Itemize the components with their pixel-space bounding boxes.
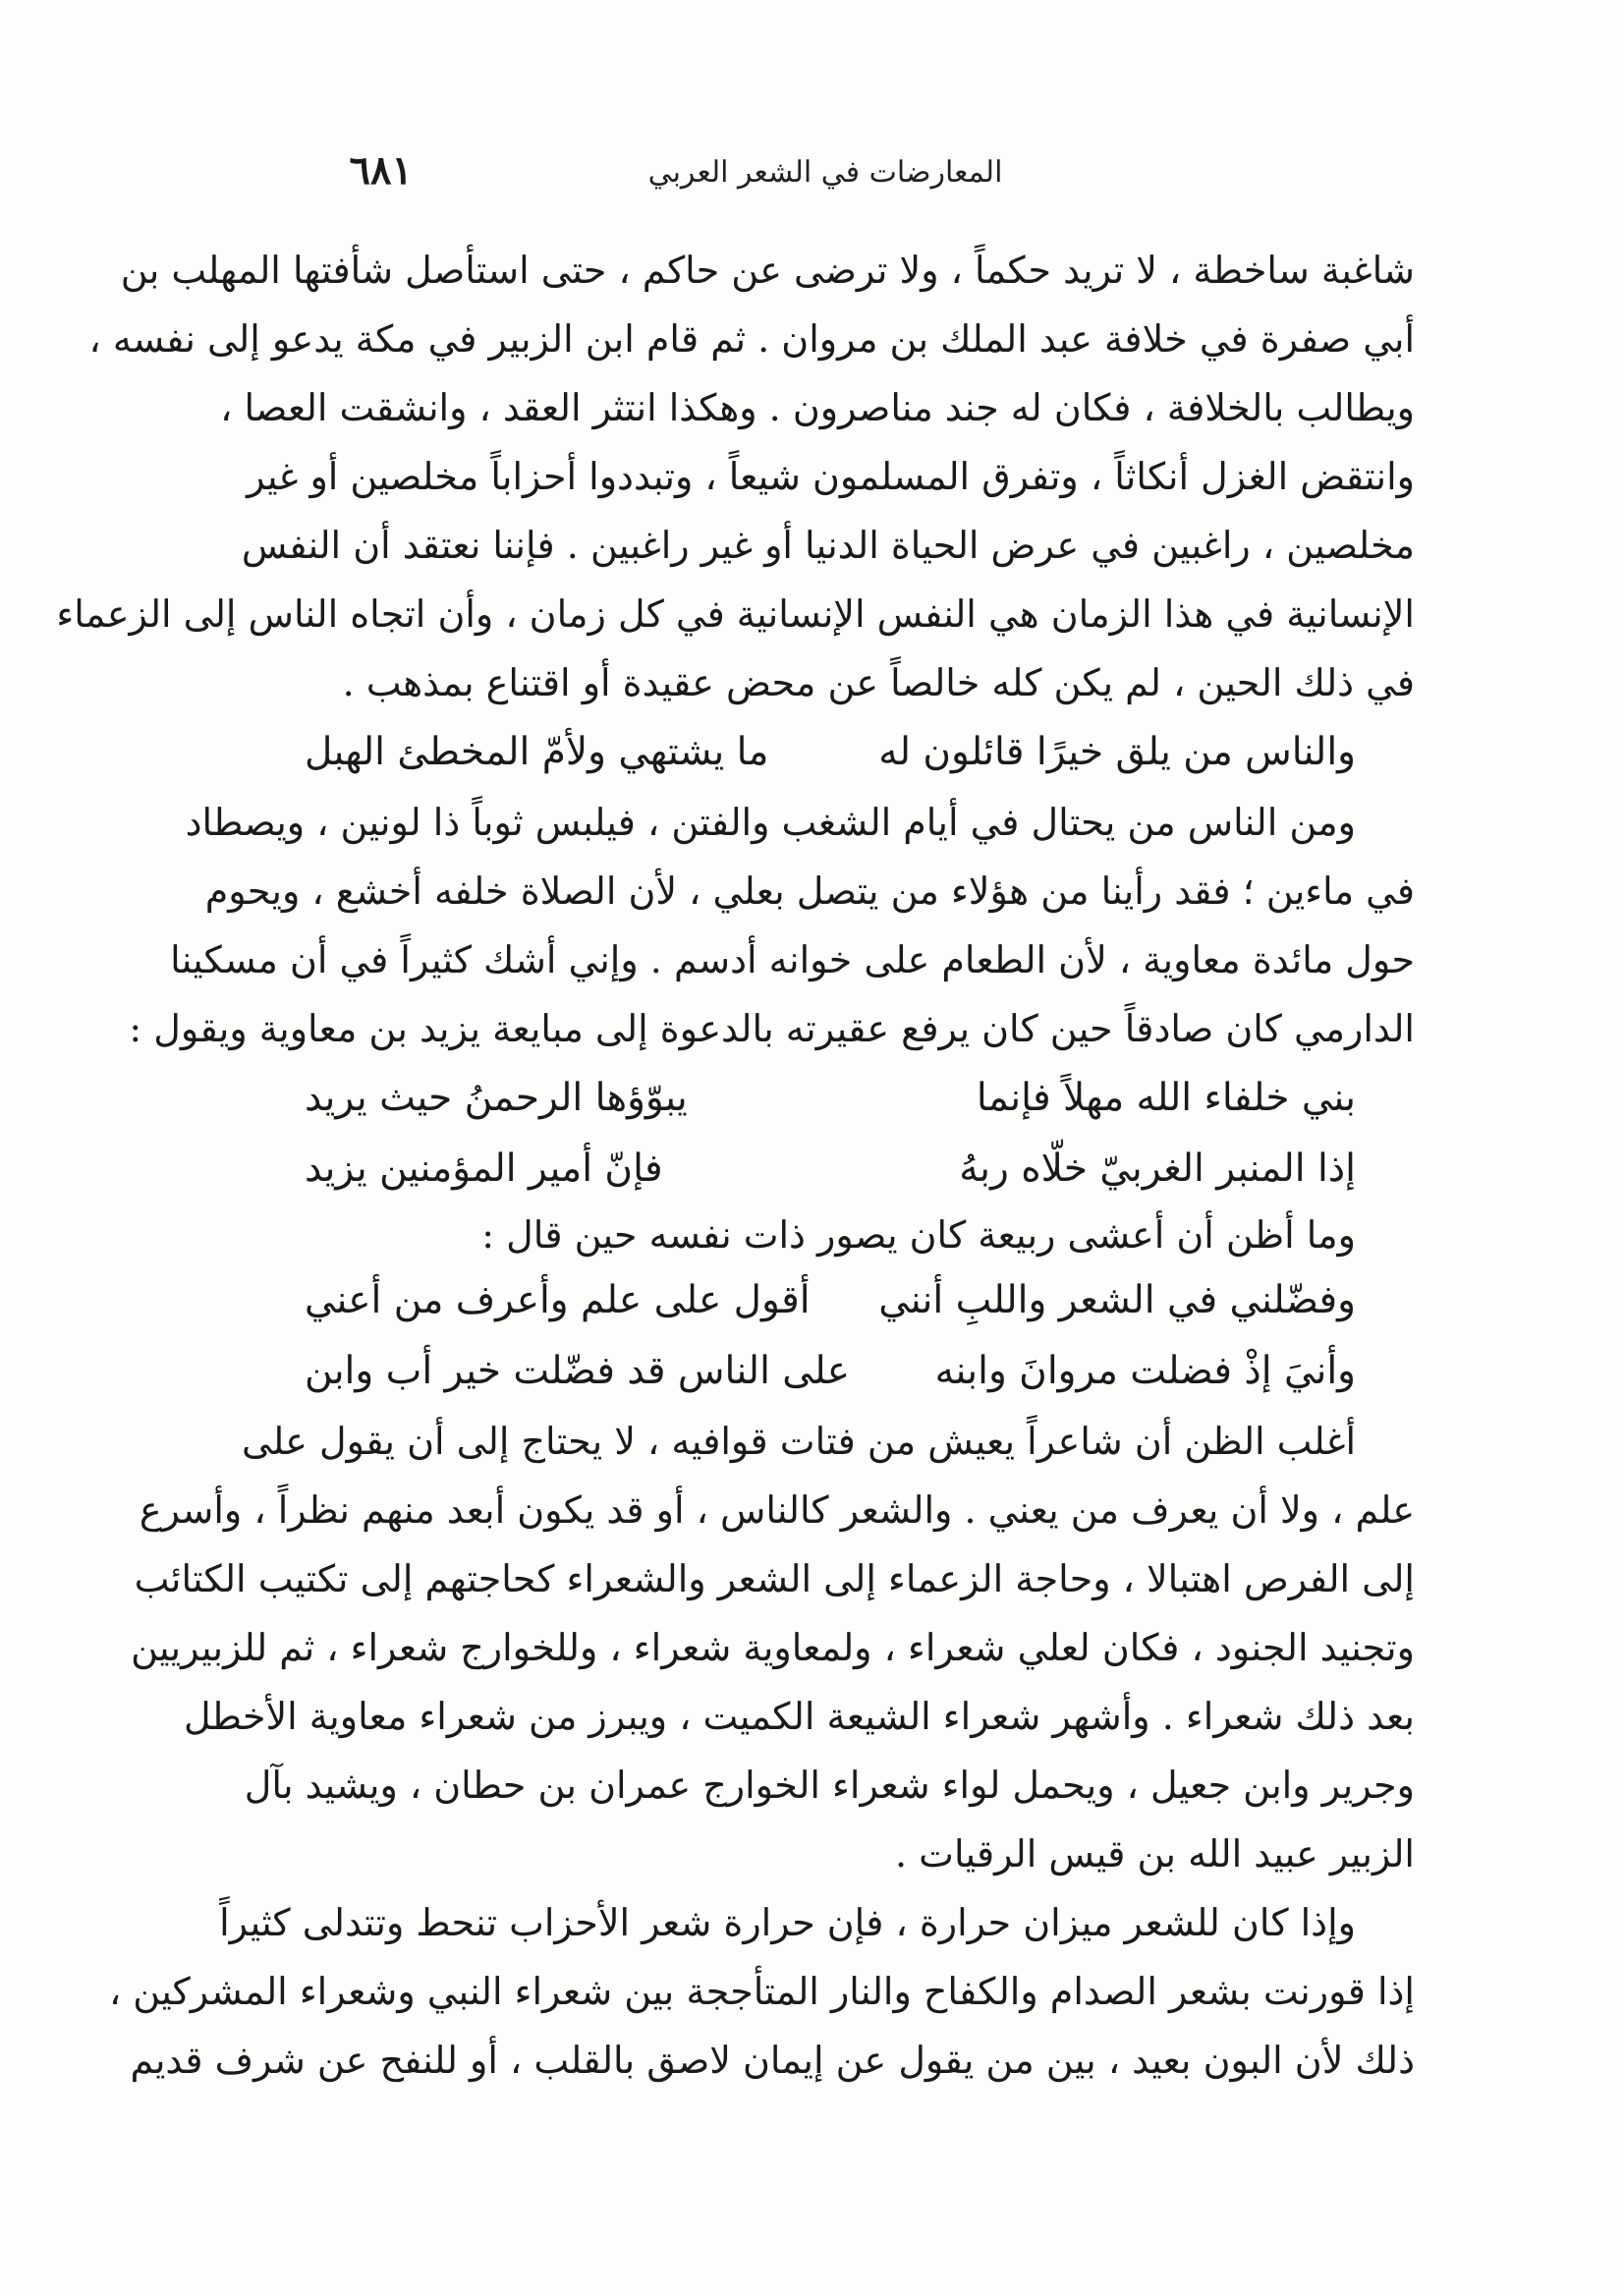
verse-first-hemistich: إذا المنبر الغربيّ خلّاه ربهُ bbox=[959, 1147, 1356, 1191]
paragraph-1 bbox=[56, 236, 1415, 717]
verse-second-hemistich: ما يشتهي ولأمّ المخطئ الهبل bbox=[305, 730, 769, 774]
verse-first-hemistich: بني خلفاء الله مهلاً فإنما bbox=[976, 1076, 1356, 1120]
text-line: مخلصين ، راغبين في عرض الحياة الدنيا أو غير راغبين . فإننا نعتقد أن النفس bbox=[241, 524, 1415, 567]
verse-second-hemistich: على الناس قد فضّلت خير أب وابن bbox=[305, 1349, 850, 1393]
text-line: إذا قورنت بشعر الصدام والكفاح والنار المتأججة بين شعراء النبي وشعراء المشركين ، bbox=[108, 1970, 1415, 2013]
page-number: ٦٨١ bbox=[349, 147, 413, 194]
text-line: الإنسانية في هذا الزمان هي النفس الإنسانية في كل زمان ، وأن اتجاه الناس إلى الزعماء bbox=[56, 592, 1415, 636]
text-line: ومن الناس من يحتال في أيام الشغب والفتن ، فيلبس ثوباً ذا لونين ، ويصطاد bbox=[185, 801, 1356, 844]
text-line: الدارمي كان صادقاً حين كان يرفع عقيرته بالدعوة إلى مبايعة يزيد بن معاوية ويقول : bbox=[129, 1007, 1415, 1050]
verse-line-4 bbox=[236, 1265, 1415, 1336]
text-line: وما أظن أن أعشى ربيعة كان يصور ذات نفسه حين قال : bbox=[481, 1213, 1356, 1257]
text-line: في ذلك الحين ، لم يكن كله خالصاً عن محض عقيدة أو اقتناع بمذهب . bbox=[342, 661, 1415, 704]
text-line: ويطالب بالخلافة ، فكان له جند مناصرون . وهكذا انتثر العقد ، وانشقت العصا ، bbox=[220, 386, 1415, 429]
paragraph-4 bbox=[131, 1407, 1415, 1888]
paragraph-2 bbox=[129, 788, 1415, 1063]
verse-second-hemistich: يبوّؤها الرحمنُ حيث يريد bbox=[305, 1076, 688, 1120]
text-line: شاغبة ساخطة ، لا تريد حكماً ، ولا ترضى عن حاكم ، حتى استأصل شأفتها المهلب بن bbox=[120, 249, 1415, 292]
verse-line-2 bbox=[236, 1063, 1415, 1134]
page-header bbox=[236, 147, 1415, 206]
verse-first-hemistich: وأنيَ إذْ فضلت مروانَ وابنه bbox=[934, 1349, 1356, 1393]
text-line: بعد ذلك شعراء . وأشهر شعراء الشيعة الكميت ، ويبرز من شعراء معاوية الأخطل bbox=[184, 1695, 1415, 1738]
verse-first-hemistich: وفضّلني في الشعر واللبِ أنني bbox=[878, 1278, 1356, 1322]
text-line: وتجنيد الجنود ، فكان لعلي شعراء ، ولمعاوية شعراء ، وللخوارج شعراء ، ثم للزبيريين bbox=[131, 1626, 1415, 1669]
verse-second-hemistich: أقول على علم وأعرف من أعني bbox=[305, 1278, 811, 1322]
text-line: حول مائدة معاوية ، لأن الطعام على خوانه أدسم . وإني أشك كثيراً في أن مسكينا bbox=[170, 938, 1415, 981]
text-line: علم ، ولا أن يعرف من يعني . والشعر كالناس ، أو قد يكون أبعد منهم نظراً ، وأسرع bbox=[139, 1488, 1415, 1532]
paragraph-5 bbox=[108, 1888, 1415, 2095]
verse-line-3 bbox=[236, 1134, 1415, 1204]
verse-line-5 bbox=[236, 1336, 1415, 1407]
text-line: وإذا كان للشعر ميزان حرارة ، فإن حرارة شعر الأحزاب تنحط وتتدلى كثيراً bbox=[219, 1901, 1356, 1944]
text-line: أبي صفرة في خلافة عبد الملك بن مروان . ثم قام ابن الزبير في مكة يدعو إلى نفسه ، bbox=[88, 317, 1415, 361]
text-line: في ماءين ؛ فقد رأينا من هؤلاء من يتصل بعلي ، لأن الصلاة خلفه أخشع ، ويحوم bbox=[204, 869, 1415, 913]
text-line: وانتقض الغزل أنكاثاً ، وتفرق المسلمون شيعاً ، وتبددوا أحزاباً مخلصين أو غير bbox=[247, 455, 1415, 498]
verse-first-hemistich: والناس من يلق خيرًا قائلون له bbox=[878, 730, 1356, 774]
text-line: إلى الفرص اهتبالا ، وحاجة الزعماء إلى الشعر والشعراء كحاجتهم إلى تكتيب الكتائب bbox=[134, 1557, 1415, 1600]
verse-line-1 bbox=[236, 717, 1415, 788]
text-line: الزبير عبيد الله بن قيس الرقيات . bbox=[895, 1832, 1415, 1876]
paragraph-3 bbox=[236, 1204, 1415, 1265]
text-line: وجرير وابن جعيل ، ويحمل لواء شعراء الخوارج عمران بن حطان ، ويشيد بآل bbox=[244, 1764, 1415, 1807]
text-line: أغلب الظن أن شاعراً يعيش من فتات قوافيه ، لا يحتاج إلى أن يقول على bbox=[241, 1420, 1356, 1463]
text-line: ذلك لأن البون بعيد ، بين من يقول عن إيمان لاصق بالقلب ، أو للنفح عن شرف قديم bbox=[130, 2039, 1415, 2082]
running-title: المعارضات في الشعر العربي bbox=[647, 155, 1003, 190]
verse-second-hemistich: فإنّ أمير المؤمنين يزيد bbox=[305, 1147, 663, 1191]
body-text bbox=[56, 236, 1415, 2095]
